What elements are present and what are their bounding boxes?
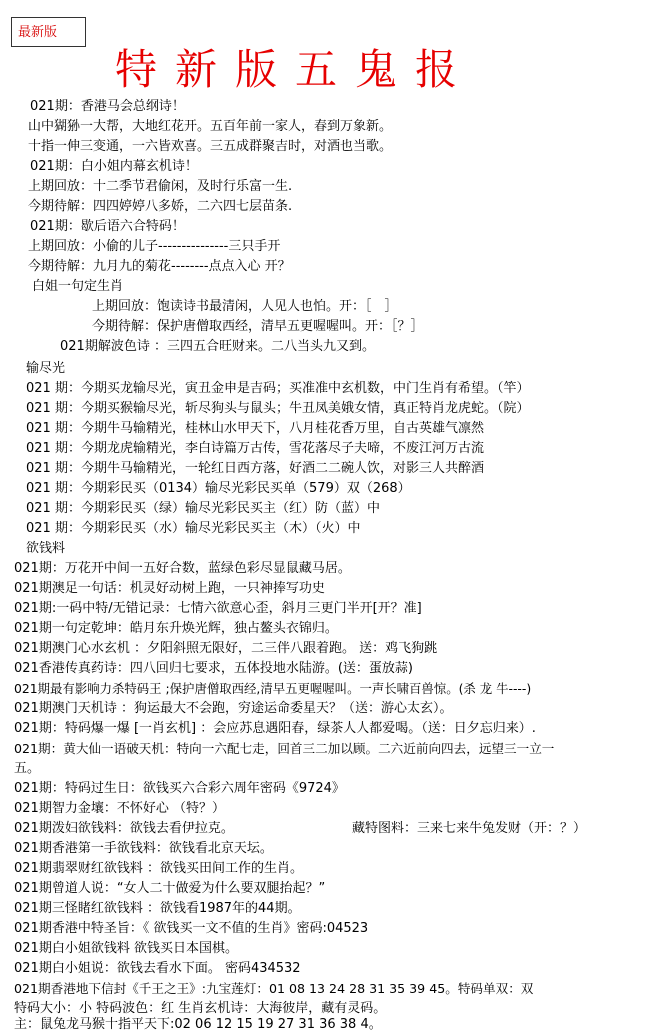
list-item: 021 期：今期彩民买（绿）输尽光彩民买主（红）防（蓝）中 bbox=[26, 501, 380, 516]
list-item: 021期:一码中特/无错记录：七情六欲意心歪，斜月三更门半开[开？准] bbox=[14, 601, 422, 616]
list-item: 021 期：今期买猴输尽光，斩尽狗头与鼠头；牛丑凤美娥女情，真正特肖龙虎蛇。（院） bbox=[26, 401, 530, 416]
section-title-yuqianliao: 欲钱料 bbox=[26, 541, 66, 556]
list-item: 藏特图料：三来七来牛兔发财（开：？） bbox=[352, 821, 587, 836]
section-title-xuanji: 021期：白小姐内幕玄机诗！ bbox=[30, 159, 198, 174]
list-item: 021期白小姐欲钱料 欲钱买日本国棋。 bbox=[14, 941, 238, 956]
list-item: 021香港传真药诗：四八回归七要求，五体投地水陆游。(送：蛋放蒜) bbox=[14, 661, 413, 676]
list-item: 021期香港中特圣旨：《 欲钱买一文不值的生肖》密码:04523 bbox=[14, 921, 369, 936]
list-item: 021期三怪睹红欲钱料 ：欲钱看1987年的44期。 bbox=[14, 901, 301, 916]
page-title: 特新版五鬼报 bbox=[114, 45, 475, 94]
list-item: 021 期：今期买龙输尽光，寅丑金申是吉码；买准准中玄机数，中门生肖有希望。（竿） bbox=[26, 381, 530, 396]
baijie-now: 今期待解：保护唐僧取西经，清早五更喔喔叫。开：［？］ bbox=[92, 319, 424, 334]
latest-version-badge: 最新版 bbox=[11, 17, 86, 47]
list-item: 021期：万花开中间一五好合数，蓝绿色彩尽显鼠藏马居。 bbox=[14, 561, 351, 576]
list-item: 021期泼妇欲钱料：欲钱去看伊拉克。 bbox=[14, 821, 234, 836]
list-item: 021期一句定乾坤：皓月东升焕光辉，独占鳌头衣锦归。 bbox=[14, 621, 338, 636]
list-item: 021期：特码爆一爆 [一肖玄机] ：会应苏息遇阳春，绿茶人人都爱喝。（送：日夕忘归来）. bbox=[14, 721, 536, 736]
baijie-last: 上期回放：饱读诗书最清闲，人见人也怕。开：［ ］ bbox=[92, 299, 398, 314]
xuanji-last: 上期回放：十二季节君偷闲，及时行乐富一生. bbox=[28, 179, 293, 194]
list-item: 021期白小姐说：欲钱去看水下面。 密码434532 bbox=[14, 961, 301, 976]
list-item: 021期最有影响力杀特码王 ;保护唐僧取西经,清早五更喔喔叫。一声长啸百兽惊。(杀 龙 牛----) bbox=[14, 681, 532, 696]
list-item: 021期：特码过生日：欲钱买六合彩六周年密码《9724》 bbox=[14, 781, 345, 796]
list-item: 主：鼠兔龙马猴十指平天下:02 06 12 15 19 27 31 36 38 4。 bbox=[14, 1017, 382, 1032]
section-title-xiehouyu: 021期：歇后语六合特码！ bbox=[30, 219, 185, 234]
poem-line: 十指一伸三变通，一六皆欢喜。三五成群聚吉时，对酒也当歌。 bbox=[28, 139, 393, 154]
list-item: 021期澳足一句话：机灵好动树上跑，一只神捧写功史 bbox=[14, 581, 325, 596]
list-item: 021期曾道人说：“女人二十做爱为什么要双腿抬起？” bbox=[14, 881, 326, 896]
list-item: 021期翡翠财红欲钱料 ：欲钱买田间工作的生肖。 bbox=[14, 861, 303, 876]
list-item: 021 期：今期牛马输精光，一轮红日西方落，好酒二二碗人饮，对影三人共醉酒 bbox=[26, 461, 484, 476]
xiehouyu-last: 上期回放：小偷的儿子---------------三只手开 bbox=[28, 239, 281, 254]
xuanji-now: 今期待解：四四婷婷八多娇，二六四七层苗条. bbox=[28, 199, 293, 214]
list-item: 021期澳门天机诗 ：狗运最大不会跑，穷途运命委星天？（送：游心太玄）。 bbox=[14, 701, 453, 716]
list-item: 五。 bbox=[14, 761, 41, 776]
section-title-zonggang: 021期：香港马会总纲诗！ bbox=[30, 99, 185, 114]
section-title-baijie: 白姐一句定生肖 bbox=[32, 279, 124, 294]
section-title-shujinguang: 输尽光 bbox=[26, 361, 66, 376]
list-item: 021期香港第一手欲钱料：欲钱看北京天坛。 bbox=[14, 841, 273, 856]
list-item: 021 期：今期彩民买（水）输尽光彩民买主（木）（火）中 bbox=[26, 521, 361, 536]
list-item: 021期香港地下信封《千王之王》:九宝莲灯：01 08 13 24 28 31 35 39 45。特码单双：双 bbox=[14, 981, 534, 996]
list-item: 021期：黄大仙一语破天机：特向一六配七走，回首三二加以顾。二六近前向四去，远望三一立一 bbox=[14, 741, 555, 756]
list-item: 021 期：今期龙虎输精光，李白诗篇万古传，雪花落尽子夫啼，不废江河万古流 bbox=[26, 441, 484, 456]
xiehouyu-now: 今期待解：九月九的菊花--------点点入心 开？ bbox=[28, 259, 291, 274]
list-item: 021期智力金壤：不怀好心 （特？） bbox=[14, 801, 225, 816]
list-item: 021 期：今期彩民买（0134）输尽光彩民买单（579）双（268） bbox=[26, 481, 411, 496]
bose-poem: 021期解波色诗 ：三四五合旺财来。二八当头九又到。 bbox=[60, 339, 375, 354]
list-item: 特码大小：小 特码波色：红 生肖玄机诗：大海彼岸，藏有灵码。 bbox=[14, 1001, 387, 1016]
list-item: 021期澳门心水玄机 ：夕阳斜照无限好，二三伴八跟着跑。 送：鸡飞狗跳 bbox=[14, 641, 438, 656]
list-item: 021 期：今期牛马输精光，桂林山水甲天下，八月桂花香万里，自古英雄气凛然 bbox=[26, 421, 484, 436]
poem-line: 山中猢狲一大帮，大地红花开。五百年前一家人，春到万象新。 bbox=[28, 119, 393, 134]
